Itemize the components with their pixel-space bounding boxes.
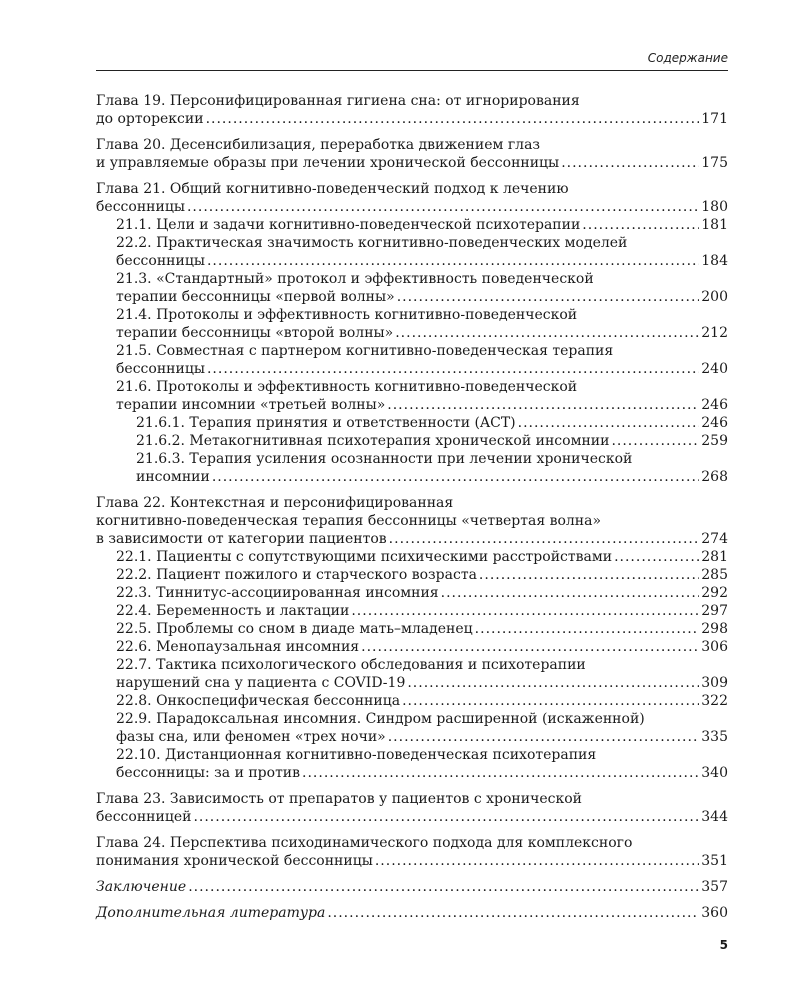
toc-entry-text: 22.9. Парадоксальная инсомния. Синдром расширенной (искаженной) [116,711,645,727]
toc-entry-lastline [96,530,728,548]
toc-entry-lastline [116,602,728,620]
table-of-contents [96,92,728,922]
toc-entry-lastline [116,728,728,746]
toc-entry-text: терапии бессонницы «второй волны» [116,325,394,341]
toc-entry-lastline [116,360,728,378]
toc-page-ref: 306 [701,639,728,655]
toc-page-ref: 297 [701,603,728,619]
toc-entry-text: до орторексии [96,111,204,127]
dot-leader [375,852,699,870]
toc-entry[interactable] [96,834,728,870]
toc-entry-text: 21.3. «Стандартный» протокол и эффективность поведенческой [116,271,594,287]
toc-entry-lastline [96,110,728,128]
toc-entry-text: 22.2. Практическая значимость когнитивно-поведенческих моделей [116,235,628,251]
toc-page-ref: 175 [701,155,728,171]
toc-entry[interactable] [96,878,728,896]
toc-page-ref: 340 [701,765,728,781]
toc-entry-text: 22.10. Дистанционная когнитивно-поведенческая психотерапия [116,747,597,763]
toc-entry-text: фазы сна, или феномен «трех ночи» [116,729,386,745]
toc-entry-text: бессонницы: за и против [116,765,301,781]
toc-entry[interactable] [96,432,728,450]
toc-entry[interactable] [96,378,728,414]
toc-page-ref: 309 [701,675,728,691]
toc-entry-lastline [116,674,728,692]
toc-entry[interactable] [96,584,728,602]
toc-entry-text: Глава 20. Десенсибилизация, переработка движением глаз [96,137,541,153]
toc-entry[interactable] [96,746,728,782]
toc-entry[interactable] [96,342,728,378]
toc-page-ref: 200 [701,289,728,305]
toc-entry-lastline [116,252,728,270]
dot-leader [327,904,699,922]
toc-entry[interactable] [96,136,728,172]
toc-page-ref: 212 [701,325,728,341]
toc-page-ref: 285 [701,567,728,583]
toc-entry-text: 21.4. Протоколы и эффективность когнитивно-поведенческой [116,307,578,323]
dot-leader [207,360,699,378]
dot-leader [475,620,700,638]
dot-leader [582,216,699,234]
toc-page-ref: 246 [701,397,728,413]
toc-page-ref: 181 [701,217,728,233]
toc-entry-text: 21.5. Совместная с партнером когнитивно-поведенческая терапия [116,343,614,359]
toc-page-ref: 322 [701,693,728,709]
running-header [96,50,728,71]
toc-page-ref: 180 [701,199,728,215]
toc-entry-text: бессонницы [116,253,205,269]
toc-entry-text: Глава 21. Общий когнитивно-поведенческий подход к лечению [96,181,569,197]
toc-entry-lastline [96,198,728,216]
toc-page-ref: 171 [701,111,728,127]
dot-leader [351,602,699,620]
dot-leader [518,414,700,432]
dot-leader [207,252,699,270]
toc-entry-text: Глава 23. Зависимость от препаратов у пациентов с хронической [96,791,582,807]
toc-entry-text: 22.5. Проблемы со сном в диаде мать–младенец [116,621,473,637]
toc-entry-text: 22.8. Онкоспецифическая бессонница [116,693,401,709]
toc-entry-text: когнитивно-поведенческая терапия бессонницы «четвертая волна» [96,513,602,529]
toc-page-ref: 274 [701,531,728,547]
toc-entry-text: 22.7. Тактика психологического обследования и психотерапии [116,657,586,673]
toc-entry-text: терапии бессонницы «первой волны» [116,289,395,305]
dot-leader [206,110,700,128]
toc-entry-lastline [96,808,728,826]
dot-leader [614,548,699,566]
toc-entry-text: инсомнии [136,469,210,485]
dot-leader [561,154,699,172]
toc-entry-text: 21.1. Цели и задачи когнитивно-поведенческой психотерапии [116,217,581,233]
toc-entry[interactable] [96,602,728,620]
toc-page-ref: 298 [701,621,728,637]
toc-entry[interactable] [96,92,728,128]
dot-leader [402,692,699,710]
toc-entry[interactable] [96,548,728,566]
toc-page-ref: 292 [701,585,728,601]
toc-entry[interactable] [96,494,728,548]
toc-entry-text: 22.2. Пациент пожилого и старческого возраста [116,567,477,583]
toc-entry-text: понимания хронической бессонницы [96,853,373,869]
toc-entry[interactable] [96,620,728,638]
toc-entry-text: бессонницей [96,809,192,825]
toc-entry-text: Глава 19. Персонифицированная гигиена сна: от игнорирования [96,93,580,109]
toc-page-ref: 246 [701,415,728,431]
dot-leader [389,530,700,548]
toc-entry-lastline [96,878,728,896]
toc-entry-text: 21.6.1. Терапия принятия и ответственности (ACT) [136,415,516,431]
toc-entry-lastline [116,566,728,584]
toc-entry[interactable] [96,216,728,234]
dot-leader [397,288,700,306]
dot-leader [388,728,700,746]
toc-entry[interactable] [96,234,728,270]
toc-entry-text: бессонницы [116,361,205,377]
toc-entry-lastline [136,414,728,432]
toc-page-ref: 184 [701,253,728,269]
toc-entry[interactable] [96,306,728,342]
toc-entry[interactable] [96,270,728,306]
dot-leader [479,566,699,584]
toc-entry-text: 22.3. Тиннитус-ассоциированная инсомния [116,585,439,601]
toc-entry-text: 22.4. Беременность и лактации [116,603,350,619]
toc-entry-lastline [116,216,728,234]
dot-leader [441,584,700,602]
toc-entry[interactable] [96,414,728,432]
dot-leader [611,432,699,450]
header-title: Содержание [647,51,728,65]
page-number: 5 [719,938,728,952]
toc-entry[interactable] [96,566,728,584]
dot-leader [188,878,699,896]
toc-entry-lastline [96,852,728,870]
toc-entry-text: 22.1. Пациенты с сопутствующими психическими расстройствами [116,549,613,565]
toc-entry-lastline [116,692,728,710]
toc-entry[interactable] [96,656,728,692]
toc-entry[interactable] [96,692,728,710]
dot-leader [361,638,699,656]
toc-entry-text: и управляемые образы при лечении хронической бессонницы [96,155,560,171]
toc-entry-text: бессонницы [96,199,185,215]
toc-entry[interactable] [96,180,728,216]
toc-page-ref: 357 [701,879,728,895]
toc-entry-text: Заключение [96,879,187,895]
toc-entry-text: нарушений сна у пациента с COVID-19 [116,675,406,691]
toc-entry[interactable] [96,638,728,656]
toc-entry[interactable] [96,904,728,922]
toc-page-ref: 268 [701,469,728,485]
toc-entry-lastline [96,154,728,172]
toc-entry-lastline [116,324,728,342]
toc-page-ref: 344 [701,809,728,825]
dot-leader [395,324,699,342]
toc-entry-lastline [116,764,728,782]
toc-entry[interactable] [96,710,728,746]
toc-entry-text: терапии инсомнии «третьей волны» [116,397,386,413]
toc-entry-text: 21.6.3. Терапия усиления осознанности при лечении хронической [136,451,633,467]
toc-entry-lastline [136,468,728,486]
toc-entry-lastline [116,620,728,638]
toc-entry-text: 21.6.2. Метакогнитивная психотерапия хронической инсомнии [136,433,610,449]
toc-entry-text: Глава 24. Перспектива психодинамического подхода для комплексного [96,835,633,851]
toc-page-ref: 281 [701,549,728,565]
toc-entry-lastline [96,904,728,922]
dot-leader [212,468,699,486]
toc-entry-lastline [136,432,728,450]
dot-leader [407,674,699,692]
toc-entry-text: Глава 22. Контекстная и персонифицированная [96,495,454,511]
toc-entry-text: 22.6. Менопаузальная инсомния [116,639,360,655]
toc-entry-lastline [116,288,728,306]
toc-entry-text: в зависимости от категории пациентов [96,531,387,547]
dot-leader [387,396,699,414]
toc-entry-lastline [116,548,728,566]
toc-entry[interactable] [96,450,728,486]
toc-page-ref: 259 [701,433,728,449]
toc-entry-lastline [116,396,728,414]
dot-leader [193,808,699,826]
toc-entry-text: Дополнительная литература [96,905,326,921]
toc-entry-lastline [116,638,728,656]
dot-leader [187,198,699,216]
toc-page-ref: 335 [701,729,728,745]
toc-entry-text: 21.6. Протоколы и эффективность когнитивно-поведенческой [116,379,578,395]
dot-leader [302,764,699,782]
toc-page-ref: 240 [701,361,728,377]
toc-page-ref: 360 [701,905,728,921]
toc-page-ref: 351 [701,853,728,869]
toc-entry[interactable] [96,790,728,826]
toc-entry-lastline [116,584,728,602]
